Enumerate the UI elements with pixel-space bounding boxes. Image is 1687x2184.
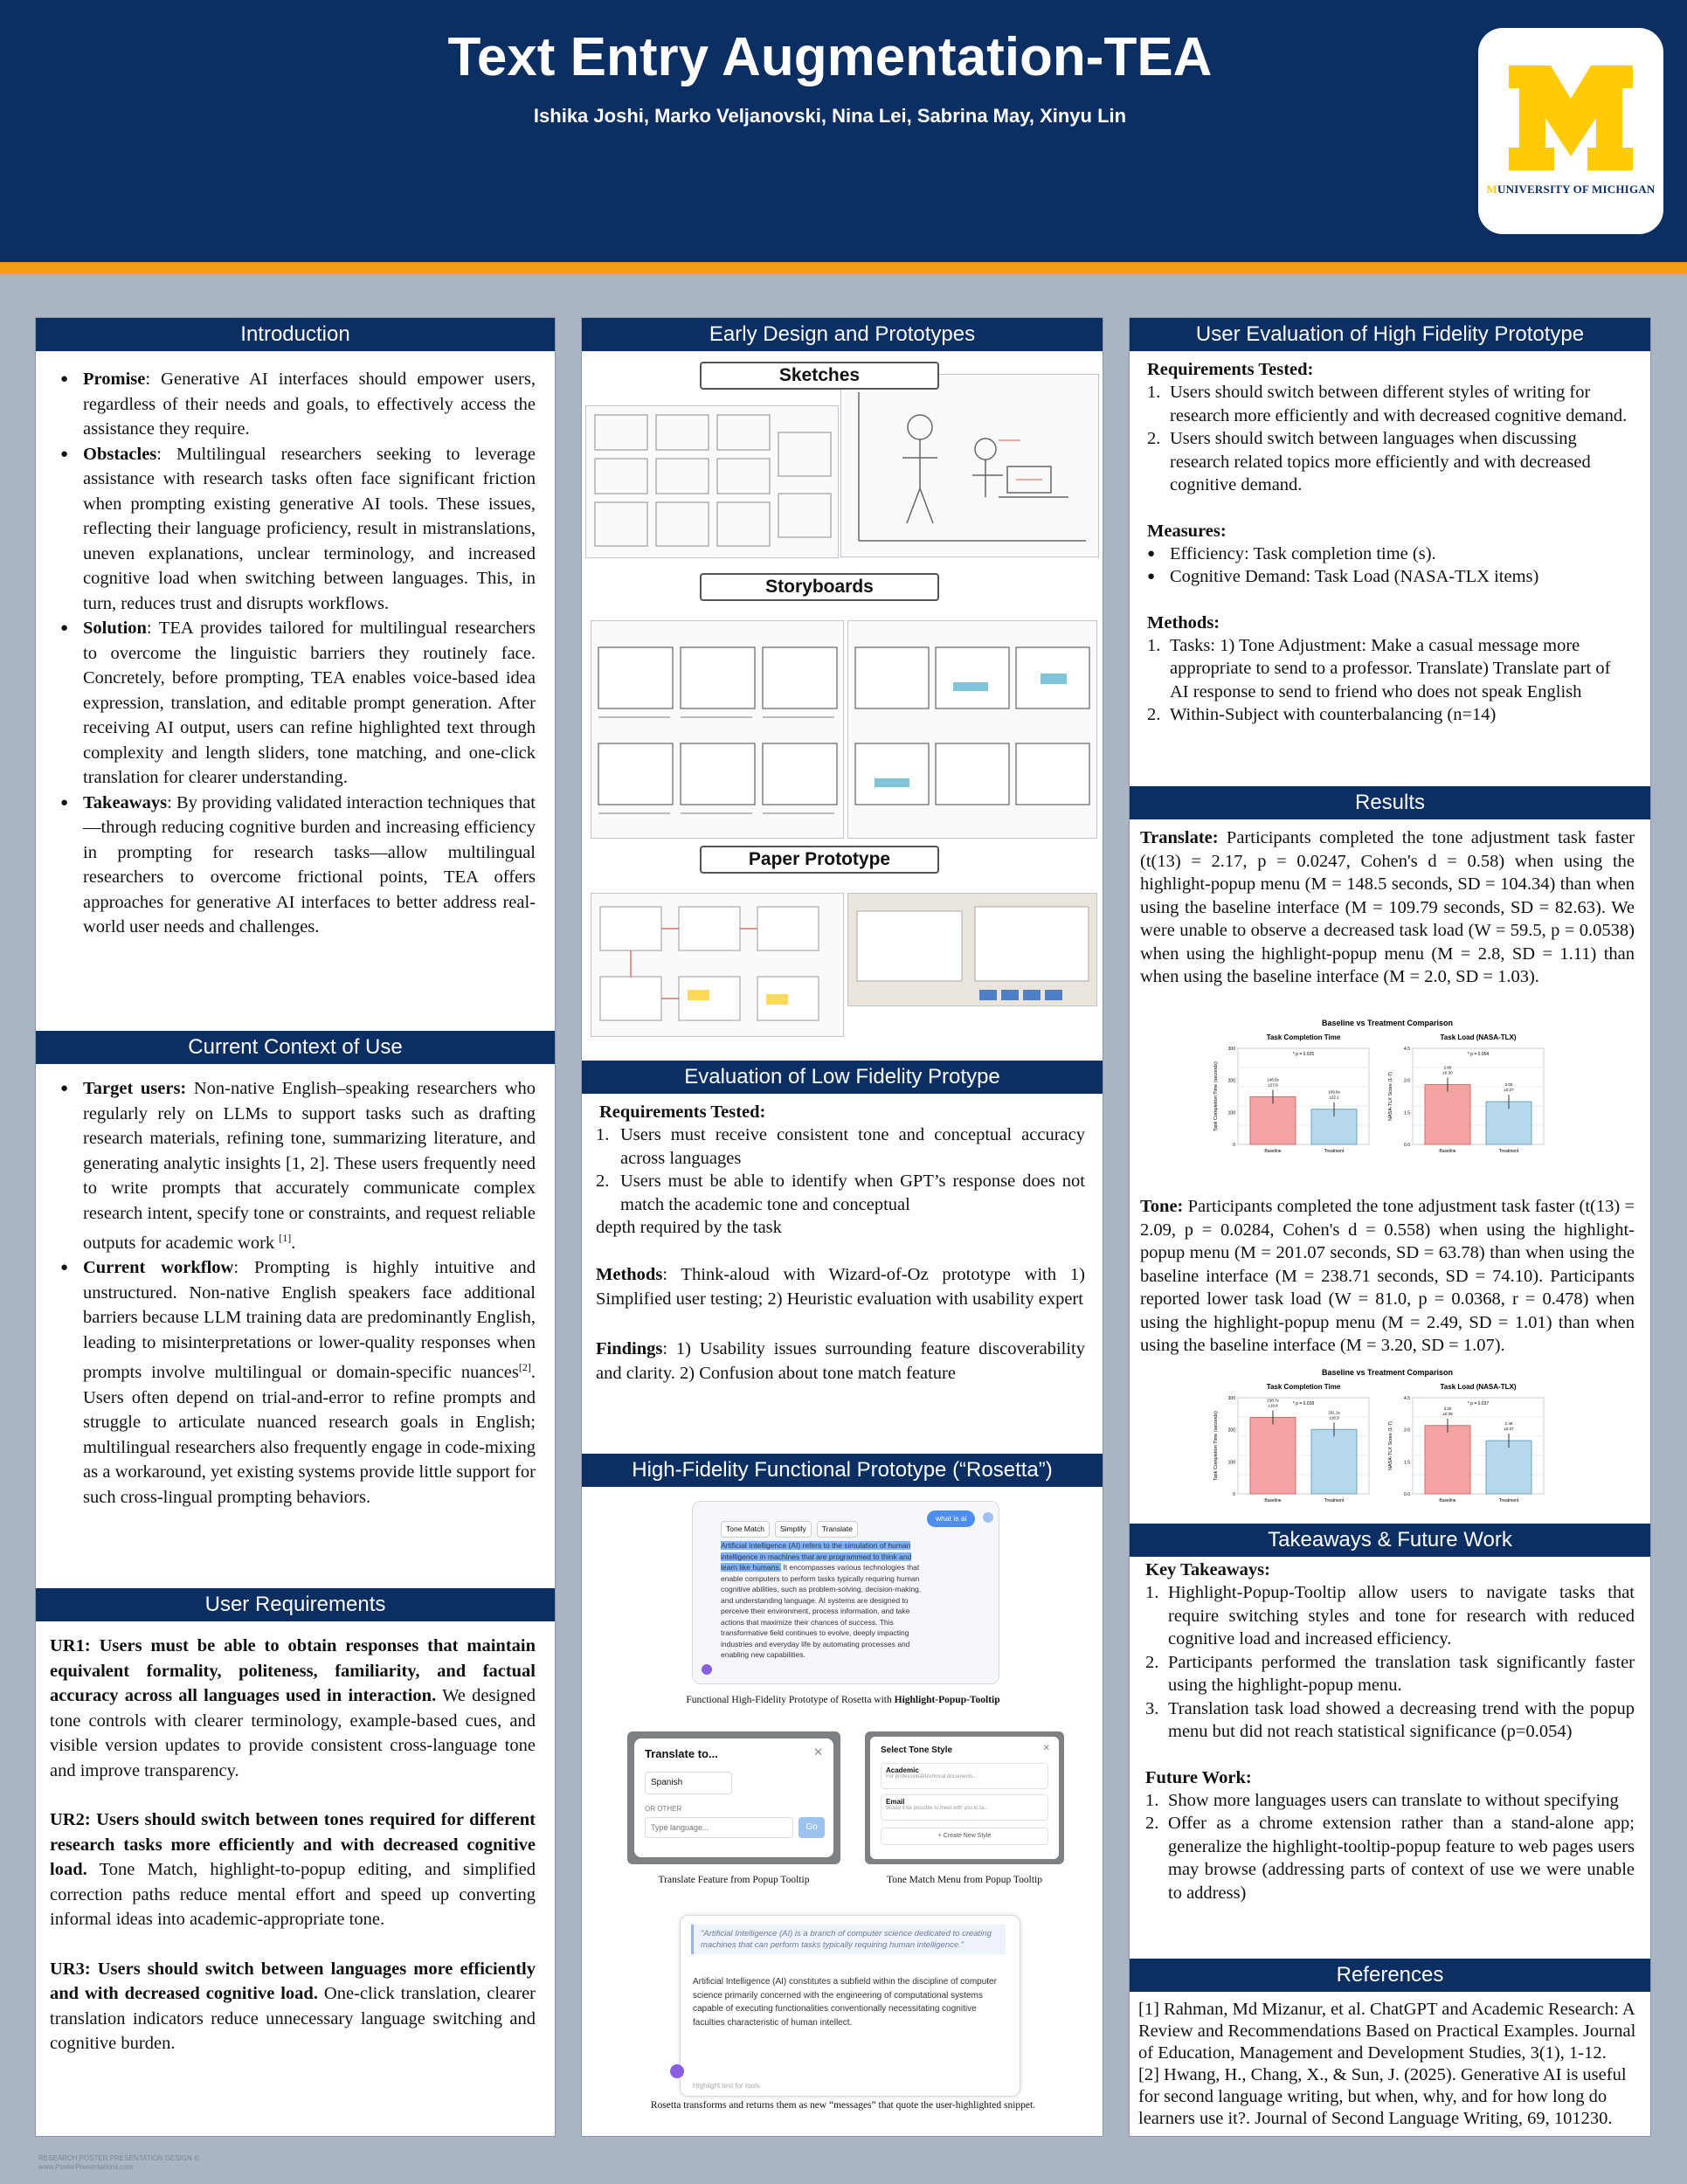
bar-baseline (1425, 1085, 1470, 1144)
bar-treatment (1486, 1441, 1531, 1494)
data-label: ±0.29 (1442, 1411, 1453, 1416)
requirements-heading: User Requirements (36, 1588, 555, 1621)
y-tick-label: 0 (1233, 1492, 1235, 1497)
y-tick-label: 1.5 (1404, 1110, 1410, 1116)
sketch-ui-image (585, 405, 839, 558)
translate-panel-screenshot (627, 1731, 840, 1864)
y-tick-label: 4.5 (1404, 1396, 1410, 1401)
takeaways-heading: Takeaways & Future Work (1130, 1524, 1650, 1557)
simplify-button[interactable]: Simplify (775, 1521, 812, 1538)
low-fi-req-tail: depth required by the task (596, 1218, 782, 1237)
block-m-icon (1505, 66, 1636, 170)
language-input[interactable] (645, 1817, 793, 1838)
rosetta-chat-screenshot (692, 1501, 999, 1684)
hifi-caption-1: Functional High-Fidelity Prototype of Rosetta with Highlight-Popup-Tooltip (686, 1695, 1000, 1705)
y-tick-label: 1.5 (1404, 1460, 1410, 1466)
x-tick-label: Baseline (1439, 1498, 1456, 1503)
y-axis-label: Task Completion Time (seconds) (1213, 1411, 1219, 1481)
user-eval-req-label: Requirements Tested: (1147, 360, 1314, 379)
column-left (35, 317, 556, 2137)
method-item: 1. Tasks: 1) Tone Adjustment: Make a casual message more appropriate to send to a professor. Translate) Translate part of AI response to send to friend who does not speak English (1147, 635, 1611, 702)
bar-baseline (1250, 1097, 1296, 1144)
sketches-tag: Sketches (700, 362, 939, 390)
poster-footer: RESEARCH POSTER PRESENTATION DESIGN © www.PosterPresentations.com (38, 2154, 199, 2171)
data-label: ±0.30 (1442, 1070, 1453, 1075)
hifi-caption-4: Rosetta transforms and returns them as new “messages” that quote the user-highlighted snippet. (650, 2100, 1036, 2111)
requirements-section (36, 1634, 555, 2056)
paper-prototype-tag: Paper Prototype (700, 846, 939, 874)
assistant-avatar (670, 2064, 684, 2078)
language-option-spanish[interactable]: Spanish (645, 1772, 732, 1794)
translate-results-chart (1208, 1013, 1566, 1188)
user-eval-requirement: 2. Users should switch between languages when discussing research related topics more efficiently and with decreased cognitive demand. (1147, 429, 1591, 494)
column-right (1129, 317, 1651, 2137)
data-label: 109.8s (1328, 1089, 1340, 1095)
university-logo (1478, 28, 1663, 234)
measure-item: ● Cognitive Demand: Task Load (NASA-TLX items) (1147, 567, 1539, 586)
future-work-label: Future Work: (1145, 1767, 1252, 1787)
user-message-bubble: what is ai (927, 1510, 975, 1527)
rosetta-quote-screenshot (680, 1915, 1020, 2097)
early-design-heading: Early Design and Prototypes (582, 318, 1103, 351)
data-label: ±19.8 (1268, 1403, 1278, 1408)
paper-prototype-flow-image (591, 893, 844, 1037)
y-tick-label: 0 (1233, 1143, 1235, 1148)
hifi-caption-2: Translate Feature from Popup Tooltip (658, 1875, 810, 1885)
go-button[interactable]: Go (799, 1817, 825, 1838)
y-axis-label: Task Completion Time (seconds) (1213, 1061, 1219, 1131)
x-tick-label: Baseline (1264, 1149, 1282, 1154)
y-tick-label: 4.5 (1404, 1047, 1410, 1052)
storyboard-left-image (591, 620, 844, 839)
future-work-item: 1. Show more languages users can translate to without specifying (1145, 1790, 1619, 1810)
user-eval-requirement: 1. Users should switch between different styles of writing for research more efficiently and with decreased cognitive demand. (1147, 383, 1628, 425)
chart-subtitle: Task Completion Time (1266, 1383, 1341, 1391)
x-tick-label: Treatment (1324, 1149, 1345, 1154)
translate-button[interactable]: Translate (817, 1521, 858, 1538)
methods-label: Methods: (1147, 612, 1220, 632)
key-takeaway-item: 2. Participants performed the translation task significantly faster using the highlight-popup menu. (1145, 1652, 1635, 1695)
data-label: 2.00 (1504, 1082, 1513, 1088)
data-label: 238.7s (1267, 1398, 1279, 1403)
tone-option-academic[interactable]: Academic For professional/technical documents... (881, 1763, 1048, 1789)
tone-results-chart (1208, 1363, 1566, 1538)
results-tone: Tone: Participants completed the tone adjustment task faster (t(13) = 2.09, p = 0.0284, Cohen's d = 0.558) when using the highlight-popup menu (M = 201.07 seconds, SD = 63.78) than when using the baseline interface (M = 238.71 seconds, SD = 74.10). Participants reported lower task load (W = 81.0, p = 0.0368, r = 0.478) when using the highlight-popup menu (M = 2.49, SD = 1.01) than when using the baseline interface (M = 3.20, SD = 1.07). (1140, 1197, 1635, 1355)
highlighted-snippet[interactable]: Artificial Intelligence (AI) refers to the simulation of human intelligence in machines that are programmed to think and learn like humans. (721, 1541, 912, 1572)
poster-title: Text Entry Augmentation-TEA (447, 27, 1213, 87)
y-tick-label: 3.0 (1404, 1427, 1410, 1434)
tone-option-email[interactable]: Email Would it be possible to meet with you to ta... (881, 1794, 1048, 1821)
low-fi-heading: Evaluation of Low Fidelity Protype (582, 1061, 1103, 1094)
x-tick-label: Treatment (1498, 1498, 1519, 1503)
storyboard-right-image (847, 620, 1097, 839)
data-label: 148.5s (1267, 1077, 1279, 1082)
y-axis-label: NASA-TLX Score (1-7) (1388, 1072, 1393, 1121)
bar-baseline (1425, 1426, 1470, 1494)
transformed-answer: Artificial Intelligence (AI) constitutes a subfield within the discipline of computer science primarily concerned with the engineering of computational systems capable of executing functionalities conventionally necessitating cognitive faculties characteristic of human intellect. (693, 1977, 997, 2028)
measure-item: ● Efficiency: Task completion time (s). (1147, 543, 1436, 563)
results-heading: Results (1130, 786, 1650, 819)
chart-subtitle: Task Load (NASA-TLX) (1440, 1033, 1517, 1041)
context-heading: Current Context of Use (36, 1031, 555, 1064)
data-label: ±16.9 (1329, 1415, 1339, 1420)
chart-title: Baseline vs Treatment Comparison (1321, 1019, 1454, 1027)
methods-list (1142, 634, 1633, 727)
data-label: 2.80 (1443, 1065, 1452, 1070)
key-takeaway-item: 1. Highlight-Popup-Tooltip allow users to navigate tasks that require switching styles and tone for research with reduced cognitive load and increased efficiency. (1145, 1583, 1635, 1648)
future-work-item: 2. Offer as a chrome extension rather than a stand-alone app; generalize the highlight-tooltip-popup feature to web pages users may browse (addressing parts of context of use we were unable to address) (1145, 1814, 1635, 1903)
ai-response-text: Artificial Intelligence (AI) refers to the simulation of human intelligence in machines that are programmed to think and learn like humans. It encompasses various technologies that enable computers to perform tasks typically requiring human cognitive abilities, such as problem-solving, decision-making, and understanding language. AI systems are designed to perceive their environment, process information, and take actions that maximize their chances of success. This transformative field continues to evolve, deeply impacting industries and everyday life by automating processes and enabling new capabilities. (721, 1541, 922, 1659)
user-requirement: UR2: Users should switch between tones required for different research tasks more efficiently and with decreased cognitive load. Tone Match, highlight-to-popup editing, and simplified correction paths reduce mental effort and speed up converting informal ideas into academic-appropriate tone. (50, 1810, 536, 1929)
data-label: 2.49 (1504, 1421, 1513, 1427)
storyboards-tag: Storyboards (700, 573, 939, 601)
chart-title: Baseline vs Treatment Comparison (1321, 1368, 1454, 1377)
data-label: ±27.9 (1268, 1082, 1278, 1088)
y-tick-label: 0.0 (1404, 1143, 1410, 1148)
user-requirement: UR1: Users must be able to obtain responses that maintain equivalent formality, politeness, familiarity, and factual accuracy across all languages used in interaction. We designed tone controls with clearer terminology, example-based cues, and visible version updates to provide consistent cross-language tone and improve transparency. (50, 1636, 536, 1780)
context-item: ● Target users: Non-native English–speaking researchers who regularly rely on LLMs to support tasks such as drafting research materials, refining tone, summarizing literature, and generating analytic insights [1, 2]. These users frequently need to write prompts that accurately communicate complex research intent, specify tone or constraints, and request reliable outputs for academic work [1]. (55, 1076, 536, 1255)
introduction-item: ● Obstacles: Multilingual researchers seeking to leverage assistance with research tasks often face significant friction when prompting existing generative AI tools. These issues, reflecting their language proficiency, result in mistranslations, uneven explanations, unclear terminology, and increased cognitive load when switching between languages. This, in turn, reduces trust and disrupts workflows. (55, 442, 536, 617)
create-style-button[interactable]: + Create New Style (881, 1828, 1048, 1845)
x-tick-label: Baseline (1439, 1149, 1456, 1154)
quoted-snippet: "Artificial Intelligence (AI) is a branch of computer science dedicated to creating machines that can perform tasks typically requiring human intelligence." (691, 1925, 1006, 1954)
data-label: ±0.27 (1504, 1088, 1514, 1093)
tone-match-button[interactable]: Tone Match (721, 1521, 770, 1538)
introduction-item: ● Solution: TEA provides tailored for multilingual researchers to overcome the linguistic barriers they routinely face. Concretely, before prompting, TEA enables voice-based idea expression, translation, and editable prompt generation. After receiving AI output, users can refine highlighted text through complexity and length sliders, tone matching, and one-click translation for clearer understanding. (55, 616, 536, 791)
author-list: Ishika Joshi, Marko Veljanovski, Nina Lei, Sabrina May, Xinyu Lin (533, 105, 1127, 127)
reference-item: [2] Hwang, H., Chang, X., & Sun, J. (2025). Generative AI is useful for second language writing, but when, why, and for how long do learners use it?. Journal of Second Language Writing, 69, 101230. (1138, 2065, 1627, 2128)
introduction-heading: Introduction (36, 318, 555, 351)
logo-wordmark: MUNIVERSITY OF MICHIGAN (1486, 183, 1656, 196)
key-takeaway-item: 3. Translation task load showed a decreasing trend with the popup menu but did not reach statistical significance (p=0.054) (1145, 1698, 1635, 1741)
hifi-caption-3: Tone Match Menu from Popup Tooltip (886, 1875, 1042, 1885)
user-avatar (983, 1512, 993, 1523)
popup-toolbar (721, 1521, 858, 1538)
y-tick-label: 200 (1227, 1427, 1235, 1434)
takeaways-section (1130, 1559, 1650, 1904)
tone-panel-title: Select Tone Style (881, 1745, 953, 1755)
translate-panel-title: Translate to... (645, 1747, 718, 1760)
column-middle (581, 317, 1103, 2137)
hifi-heading: High-Fidelity Functional Prototype (“Rosetta”) (582, 1454, 1103, 1487)
or-other-label: OR OTHER (645, 1805, 682, 1813)
y-tick-label: 100 (1227, 1110, 1235, 1116)
significance-annotation: * p = 0.028 (1292, 1401, 1315, 1406)
low-fi-requirement: 2. Users must be able to identify when GPT’s response does not match the academic tone and conceptual (596, 1171, 1085, 1214)
bar-baseline (1250, 1417, 1296, 1494)
chart-subtitle: Task Completion Time (1266, 1033, 1341, 1041)
user-eval-requirements (1142, 381, 1633, 497)
low-fi-findings: Findings: 1) Usability issues surrounding feature discoverability and clarity. 2) Confusion about tone match feature (596, 1338, 1085, 1383)
user-eval-heading: User Evaluation of High Fidelity Prototype (1130, 318, 1650, 351)
x-tick-label: Baseline (1264, 1498, 1282, 1503)
key-takeaways-label: Key Takeaways: (1145, 1560, 1270, 1579)
low-fi-methods: Methods: Think-aloud with Wizard-of-Oz prototype with 1) Simplified user testing; 2) Heuristic evaluation with usability expert (596, 1264, 1085, 1309)
user-eval-section (1130, 358, 1650, 727)
x-tick-label: Treatment (1498, 1149, 1519, 1154)
low-fi-req-label: Requirements Tested: (599, 1102, 766, 1122)
bar-treatment (1311, 1429, 1357, 1494)
context-section (36, 1076, 555, 1510)
y-tick-label: 300 (1227, 1396, 1235, 1401)
introduction-item: ● Promise: Generative AI interfaces should empower users, regardless of their needs and goals, to effectively access the assistance they require. (55, 367, 536, 442)
results-translate: Translate: Participants completed the tone adjustment task faster (t(13) = 2.17, p = 0.0247, Cohen's d = 0.58) when using the highlight-popup menu (M = 148.5 seconds, SD = 104.34) than when using the baseline interface (M = 109.79 seconds, SD = 82.63). We were unable to observe a decreased task load (W = 59.5, p = 0.0538) when using the highlight-popup menu (M = 2.8, SD = 1.11) than when using the baseline interface (M = 2.0, SD = 1.03). (1140, 828, 1635, 986)
introduction-section (36, 367, 555, 940)
close-icon[interactable]: ✕ (813, 1745, 823, 1759)
low-fi-requirement: 1. Users must receive consistent tone and conceptual accuracy across languages (596, 1125, 1085, 1168)
x-tick-label: Treatment (1324, 1498, 1345, 1503)
references-section (1130, 1999, 1650, 2130)
significance-annotation: * p = 0.054 (1467, 1052, 1490, 1057)
references-heading: References (1130, 1959, 1650, 1992)
significance-annotation: * p = 0.037 (1467, 1401, 1490, 1406)
significance-annotation: * p = 0.025 (1292, 1052, 1315, 1057)
data-label: ±0.27 (1504, 1427, 1514, 1432)
measures-list (1142, 543, 1633, 589)
tone-panel-screenshot (865, 1731, 1064, 1864)
chat-input-placeholder[interactable]: Highlight text for tools (693, 2082, 760, 2090)
context-list (55, 1076, 536, 1510)
close-icon[interactable]: ✕ (1042, 1744, 1050, 1753)
data-label: 3.20 (1443, 1406, 1452, 1411)
data-label: 201.1s (1328, 1410, 1340, 1415)
user-requirement: UR3: Users should switch between languages more efficiently and with decreased cognitive load. One-click translation, clearer translation indicators reduce unnecessary language switching and cognitive burden. (50, 1959, 536, 2053)
y-tick-label: 100 (1227, 1460, 1235, 1466)
introduction-list (55, 367, 536, 940)
y-tick-label: 0.0 (1404, 1492, 1410, 1497)
low-fi-section (582, 1101, 1103, 1386)
y-axis-label: NASA-TLX Score (1-7) (1388, 1421, 1393, 1470)
measures-label: Measures: (1147, 521, 1227, 541)
chart-subtitle: Task Load (NASA-TLX) (1440, 1383, 1517, 1391)
header-stripe (0, 262, 1687, 274)
data-label: ±22.1 (1329, 1095, 1339, 1100)
reference-item: [1] Rahman, Md Mizanur, et al. ChatGPT and Academic Research: A Review and Recommendations Based on Practical Examples. Journal of Education, Management and Development Studies, 3(1), 1-12. (1138, 2000, 1636, 2063)
context-item: ● Current workflow: Prompting is highly intuitive and unstructured. Non-native English speakers face additional barriers because LLM training data are predominantly English, leading to misinterpretations or lower-quality responses when prompts involve multilingual or domain-specific nuances[2]. Users often depend on trial-and-error to refine prompts and struggle to articulate nuanced research goals in English; multilingual researchers also frequently engage in code-mixing as a workaround, yet existing systems provide little support for such cross-lingual prompting behaviors. (55, 1255, 536, 1510)
y-tick-label: 200 (1227, 1078, 1235, 1084)
key-takeaways-list (1140, 1581, 1635, 1744)
sketch-scene-image (840, 374, 1099, 557)
introduction-item: ● Takeaways: By providing validated interaction techniques that—through reducing cognitive burden and increasing efficiency in prompting for research tasks—allow multilingual researchers to overcome frictional points, TEA offers approaches for generative AI interfaces to better address real-world user needs and challenges. (55, 791, 536, 940)
y-tick-label: 300 (1227, 1047, 1235, 1052)
method-item: 2. Within-Subject with counterbalancing (n=14) (1147, 705, 1497, 724)
low-fi-requirements (596, 1123, 1085, 1216)
assistant-avatar (702, 1664, 712, 1675)
paper-prototype-photo (847, 893, 1097, 1006)
future-work-list (1140, 1789, 1635, 1905)
y-tick-label: 3.0 (1404, 1078, 1410, 1084)
